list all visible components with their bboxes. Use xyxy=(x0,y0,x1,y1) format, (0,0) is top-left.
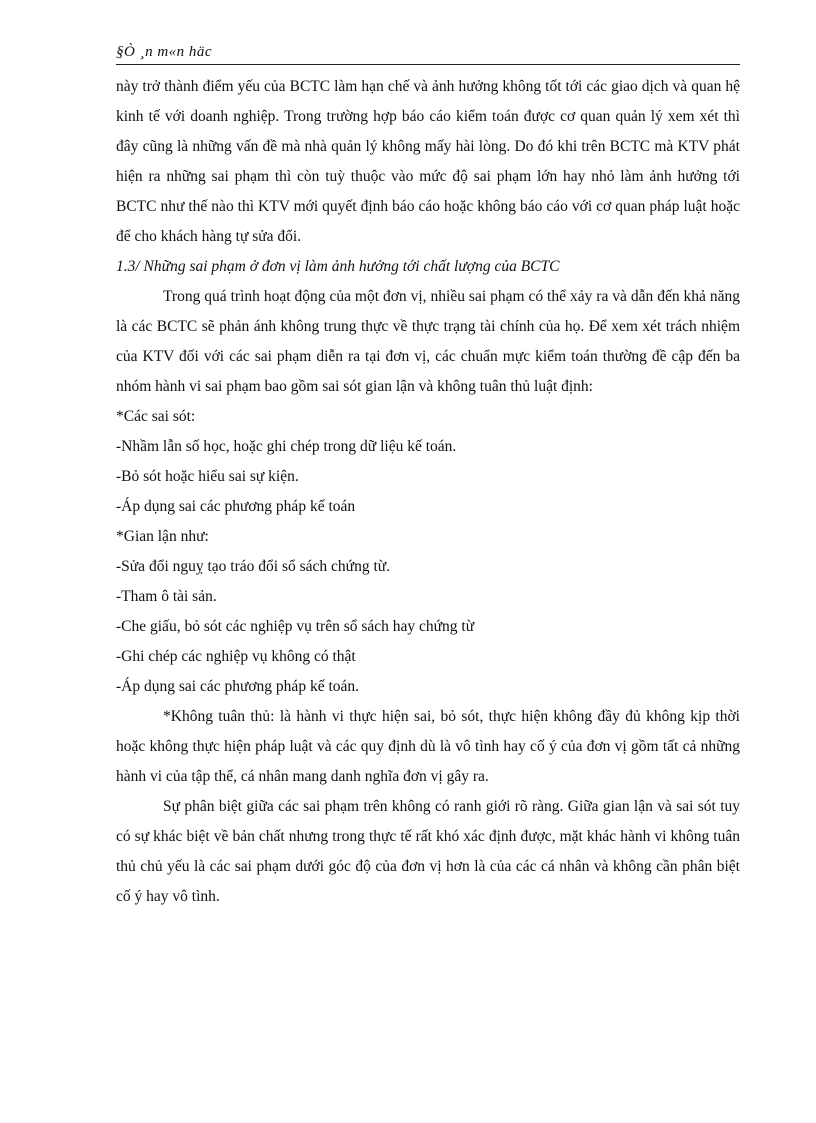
document-body xyxy=(116,72,740,912)
paragraph-distinction: Sự phân biệt giữa các sai phạm trên không có ranh giới rõ ràng. Giữa gian lận và sai sót tuy có sự khác biệt về bản chất nhưng trong thực tế rất khó xác định được, mặt khác hành vi không tuân thủ chủ yếu là các sai phạm dưới góc độ của đơn vị hơn là của các cá nhân và không cần phân biệt cố ý hay vô tình. xyxy=(116,798,740,905)
paragraph-violations: Trong quá trình hoạt động của một đơn vị, nhiều sai phạm có thể xảy ra và dẫn đến khả năng là các BCTC sẽ phản ánh không trung thực về thực trạng tài chính của họ. Để xem xét trách nhiệm của KTV đối với các sai phạm diễn ra tại đơn vị, các chuẩn mực kiểm toán thường đề cập đến ba nhóm hành vi sai phạm bao gồm sai sót gian lận và không tuân thủ luật định: xyxy=(116,288,740,395)
list-item: -Tham ô tài sản. xyxy=(116,588,217,605)
list-item: -Áp dụng sai các phương pháp kế toán. xyxy=(116,678,360,695)
header-title: §Ò ¸n m«n häc xyxy=(116,44,213,60)
list-item: -Nhầm lẫn số học, hoặc ghi chép trong dữ liệu kế toán. xyxy=(116,438,457,455)
paragraph-non-compliance: *Không tuân thủ: là hành vi thực hiện sai, bỏ sót, thực hiện không đầy đủ không kịp thời hoặc không thực hiện pháp luật và các quy định dù là vô tình hay cố ý của đơn vị gồm tất cả những hành vi của tập thể, cá nhân mang danh nghĩa đơn vị gây ra. xyxy=(116,708,740,785)
list-title-fraud: *Gian lận như: xyxy=(116,528,209,545)
list-item: -Che giấu, bỏ sót các nghiệp vụ trên sổ sách hay chứng từ xyxy=(116,618,475,635)
page-header xyxy=(116,42,740,65)
list-item: -Sửa đổi nguỵ tạo tráo đổi sổ sách chứng từ. xyxy=(116,558,391,575)
list-title-errors: *Các sai sót: xyxy=(116,408,196,425)
list-item: -Ghi chép các nghiệp vụ không có thật xyxy=(116,648,356,665)
list-item: -Bỏ sót hoặc hiểu sai sự kiện. xyxy=(116,468,299,485)
paragraph-intro: này trở thành điểm yếu của BCTC làm hạn chế và ảnh hưởng không tốt tới các giao dịch và quan hệ kinh tế với doanh nghiệp. Trong trường hợp báo cáo kiểm toán được cơ quan quản lý xem xét thì đây cũng là những vấn đề mà nhà quản lý không mấy hài lòng. Do đó khi trên BCTC mà KTV phát hiện ra những sai phạm thì còn tuỳ thuộc vào mức độ sai phạm lớn hay nhỏ làm ảnh hưởng tới BCTC như thế nào thì KTV mới quyết định báo cáo hoặc không báo cáo với cơ quan pháp luật hoặc để cho khách hàng tự sửa đổi. xyxy=(116,78,740,245)
list-item: -Áp dụng sai các phương pháp kế toán xyxy=(116,498,356,515)
section-heading: 1.3/ Những sai phạm ở đơn vị làm ảnh hưởng tới chất lượng của BCTC xyxy=(116,258,560,275)
